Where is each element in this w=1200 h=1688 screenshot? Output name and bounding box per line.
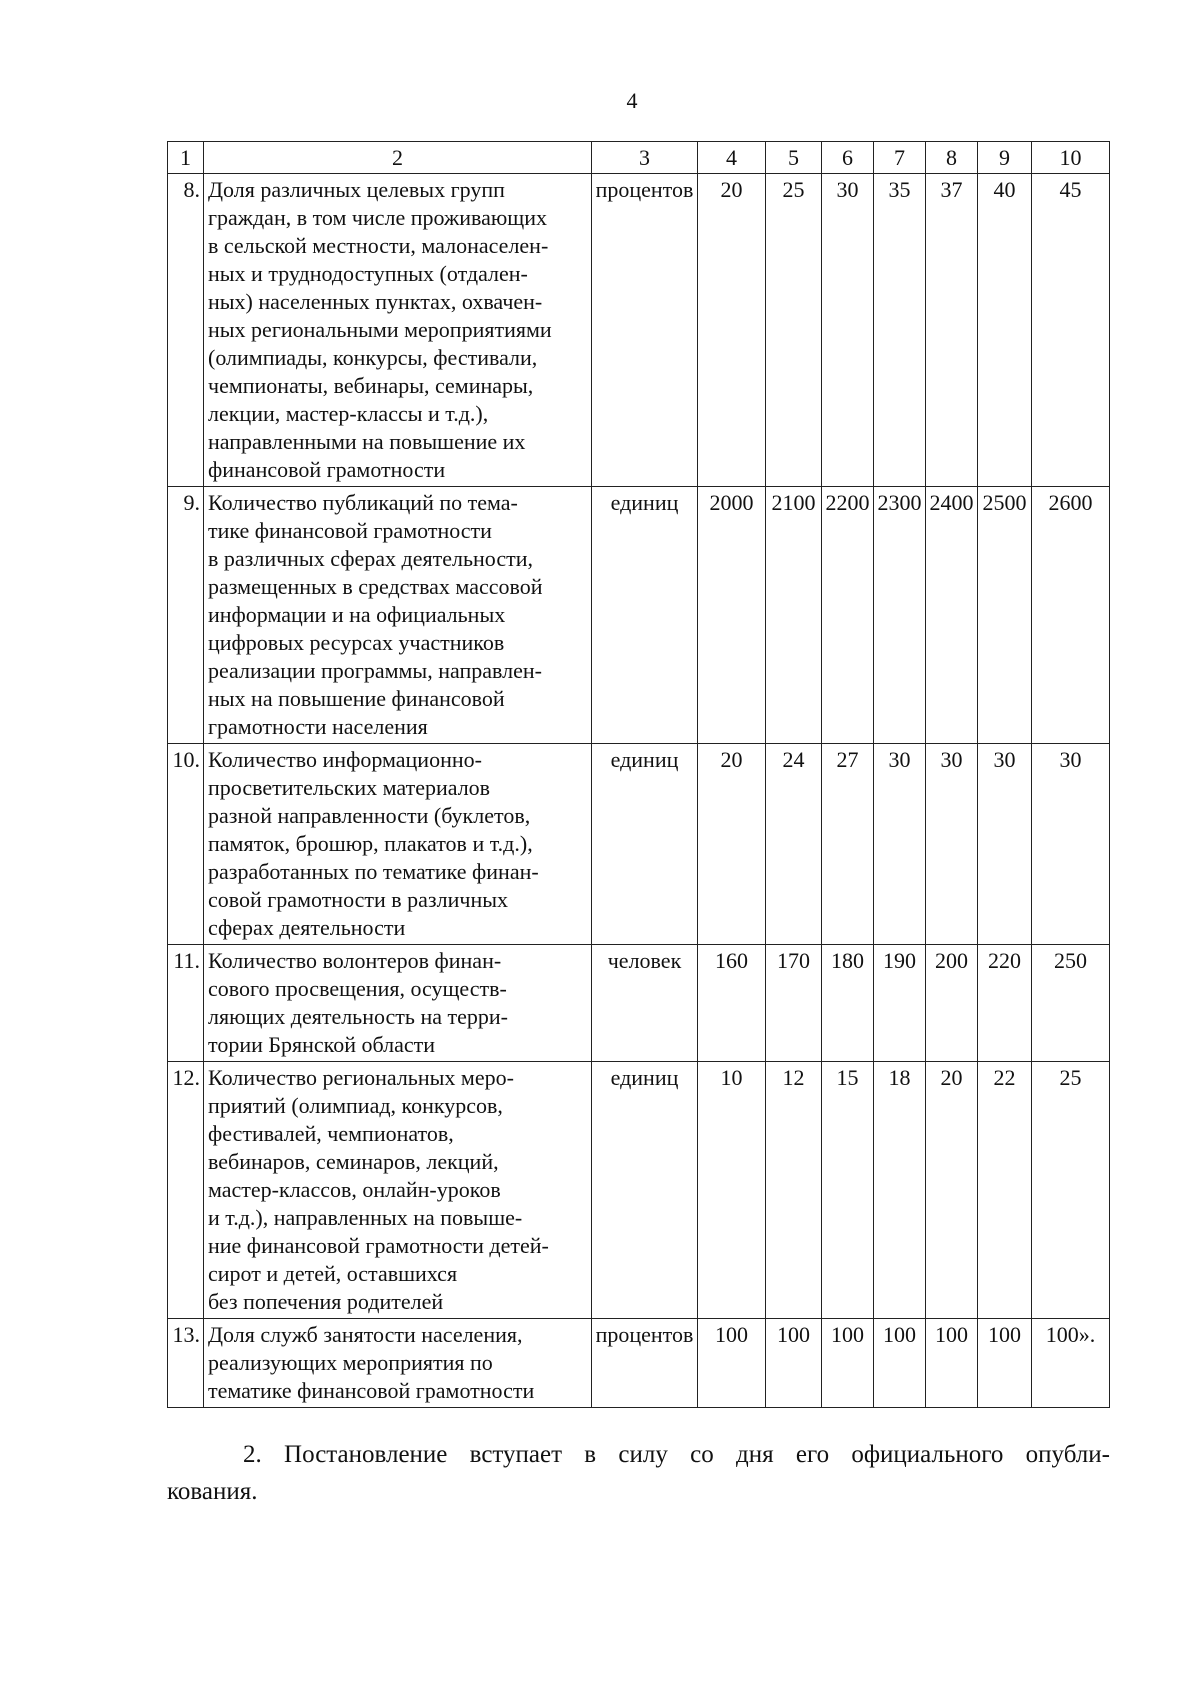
description-line: сферах деятельности (208, 915, 406, 940)
value-cell: 12 (766, 1062, 822, 1319)
unit-cell: единиц (592, 744, 698, 945)
value-cell: 35 (874, 174, 926, 487)
header-cell: 6 (822, 142, 874, 174)
description-line: тематике финансовой грамотности (208, 1378, 535, 1403)
description-line: граждан, в том числе проживающих (208, 205, 547, 230)
description-line: памяток, брошюр, плакатов и т.д.), (208, 831, 533, 856)
description-line: сирот и детей, оставшихся (208, 1261, 458, 1286)
unit-cell: человек (592, 945, 698, 1062)
description-line: ных) населенных пунктах, охвачен- (208, 289, 543, 314)
description-line: сового просвещения, осуществ- (208, 976, 507, 1001)
value-cell: 100 (874, 1319, 926, 1408)
value-cell: 40 (978, 174, 1032, 487)
description-line: приятий (олимпиад, конкурсов, (208, 1093, 503, 1118)
table-row (168, 487, 1110, 744)
description-line: без попечения родителей (208, 1289, 444, 1314)
value-cell: 2300 (874, 487, 926, 744)
description-line: мастер-классов, онлайн-уроков (208, 1177, 501, 1202)
description-line: разной направленности (буклетов, (208, 803, 531, 828)
description-line: лекции, мастер-классы и т.д.), (208, 401, 489, 426)
row-number: 12. (168, 1062, 204, 1319)
indicators-table (167, 141, 1110, 1408)
value-cell: 100 (926, 1319, 978, 1408)
description-line: Количество информационно- (208, 747, 482, 772)
value-cell: 190 (874, 945, 926, 1062)
table-row (168, 1062, 1110, 1319)
page-number: 4 (626, 88, 638, 113)
description-line: Количество региональных меро- (208, 1065, 514, 1090)
description-line: чемпионаты, вебинары, семинары, (208, 373, 534, 398)
value-cell: 2000 (698, 487, 766, 744)
description-line: реализации программы, направлен- (208, 658, 542, 683)
value-cell: 2100 (766, 487, 822, 744)
description-line: Количество публикаций по тема- (208, 490, 518, 515)
table-header-row (168, 142, 1110, 174)
description-line: совой грамотности в различных (208, 887, 508, 912)
table-row (168, 174, 1110, 487)
description-line: вебинаров, семинаров, лекций, (208, 1149, 499, 1174)
header-cell: 3 (592, 142, 698, 174)
description-line: тике финансовой грамотности (208, 518, 492, 543)
description-line: направленными на повышение их (208, 429, 526, 454)
value-cell: 2200 (822, 487, 874, 744)
row-number: 10. (168, 744, 204, 945)
table-row (168, 1319, 1110, 1408)
header-cell: 8 (926, 142, 978, 174)
description-line: ных на повышение финансовой (208, 686, 505, 711)
value-cell: 160 (698, 945, 766, 1062)
unit-cell: процентов (592, 174, 698, 487)
header-cell: 1 (168, 142, 204, 174)
indicator-description (204, 174, 592, 487)
unit-cell: единиц (592, 1062, 698, 1319)
description-line: в различных сферах деятельности, (208, 546, 533, 571)
value-cell: 100 (766, 1319, 822, 1408)
conclusion-line: кования. (167, 1478, 258, 1505)
indicator-description (204, 1319, 592, 1408)
description-line: фестивалей, чемпионатов, (208, 1121, 454, 1146)
conclusion-line: 2. Постановление вступает в силу со дня его официального опубли- (243, 1441, 1110, 1468)
description-line: грамотности населения (208, 714, 428, 739)
description-line: Количество волонтеров финан- (208, 948, 502, 973)
row-number: 9. (168, 487, 204, 744)
value-cell: 220 (978, 945, 1032, 1062)
header-cell: 5 (766, 142, 822, 174)
value-cell: 20 (926, 1062, 978, 1319)
value-cell: 2400 (926, 487, 978, 744)
value-cell: 30 (822, 174, 874, 487)
value-cell: 45 (1032, 174, 1110, 487)
value-cell: 30 (874, 744, 926, 945)
indicator-description (204, 744, 592, 945)
value-cell: 2500 (978, 487, 1032, 744)
value-cell: 30 (926, 744, 978, 945)
value-cell: 100». (1032, 1319, 1110, 1408)
header-cell: 10 (1032, 142, 1110, 174)
description-line: реализующих мероприятия по (208, 1350, 493, 1375)
value-cell: 100 (698, 1319, 766, 1408)
value-cell: 15 (822, 1062, 874, 1319)
description-line: финансовой грамотности (208, 457, 446, 482)
header-cell: 4 (698, 142, 766, 174)
row-number: 11. (168, 945, 204, 1062)
description-line: (олимпиады, конкурсы, фестивали, (208, 345, 538, 370)
value-cell: 170 (766, 945, 822, 1062)
value-cell: 25 (766, 174, 822, 487)
value-cell: 27 (822, 744, 874, 945)
unit-cell: процентов (592, 1319, 698, 1408)
description-line: размещенных в средствах массовой (208, 574, 543, 599)
description-line: ных региональными мероприятиями (208, 317, 552, 342)
value-cell: 100 (978, 1319, 1032, 1408)
value-cell: 25 (1032, 1062, 1110, 1319)
description-line: просветительских материалов (208, 775, 491, 800)
description-line: Доля различных целевых групп (208, 177, 505, 202)
value-cell: 180 (822, 945, 874, 1062)
unit-cell: единиц (592, 487, 698, 744)
row-number: 8. (168, 174, 204, 487)
header-cell: 7 (874, 142, 926, 174)
description-line: ляющих деятельность на терри- (208, 1004, 508, 1029)
table-row (168, 945, 1110, 1062)
value-cell: 20 (698, 744, 766, 945)
description-line: в сельской местности, малонаселен- (208, 233, 549, 258)
value-cell: 100 (822, 1319, 874, 1408)
indicator-description (204, 1062, 592, 1319)
description-line: разработанных по тематике финан- (208, 859, 539, 884)
conclusion-paragraph (167, 1436, 1110, 1510)
value-cell: 20 (698, 174, 766, 487)
description-line: Доля служб занятости населения, (208, 1322, 523, 1347)
header-cell: 2 (204, 142, 592, 174)
indicator-description (204, 487, 592, 744)
value-cell: 18 (874, 1062, 926, 1319)
description-line: и т.д.), направленных на повыше- (208, 1205, 523, 1230)
value-cell: 10 (698, 1062, 766, 1319)
row-number: 13. (168, 1319, 204, 1408)
value-cell: 30 (1032, 744, 1110, 945)
table-row (168, 744, 1110, 945)
value-cell: 30 (978, 744, 1032, 945)
value-cell: 250 (1032, 945, 1110, 1062)
value-cell: 22 (978, 1062, 1032, 1319)
value-cell: 200 (926, 945, 978, 1062)
value-cell: 24 (766, 744, 822, 945)
description-line: цифровых ресурсах участников (208, 630, 505, 655)
description-line: ние финансовой грамотности детей- (208, 1233, 549, 1258)
description-line: информации и на официальных (208, 602, 506, 627)
header-cell: 9 (978, 142, 1032, 174)
indicator-description (204, 945, 592, 1062)
description-line: ных и труднодоступных (отдален- (208, 261, 528, 286)
value-cell: 2600 (1032, 487, 1110, 744)
value-cell: 37 (926, 174, 978, 487)
description-line: тории Брянской области (208, 1032, 436, 1057)
